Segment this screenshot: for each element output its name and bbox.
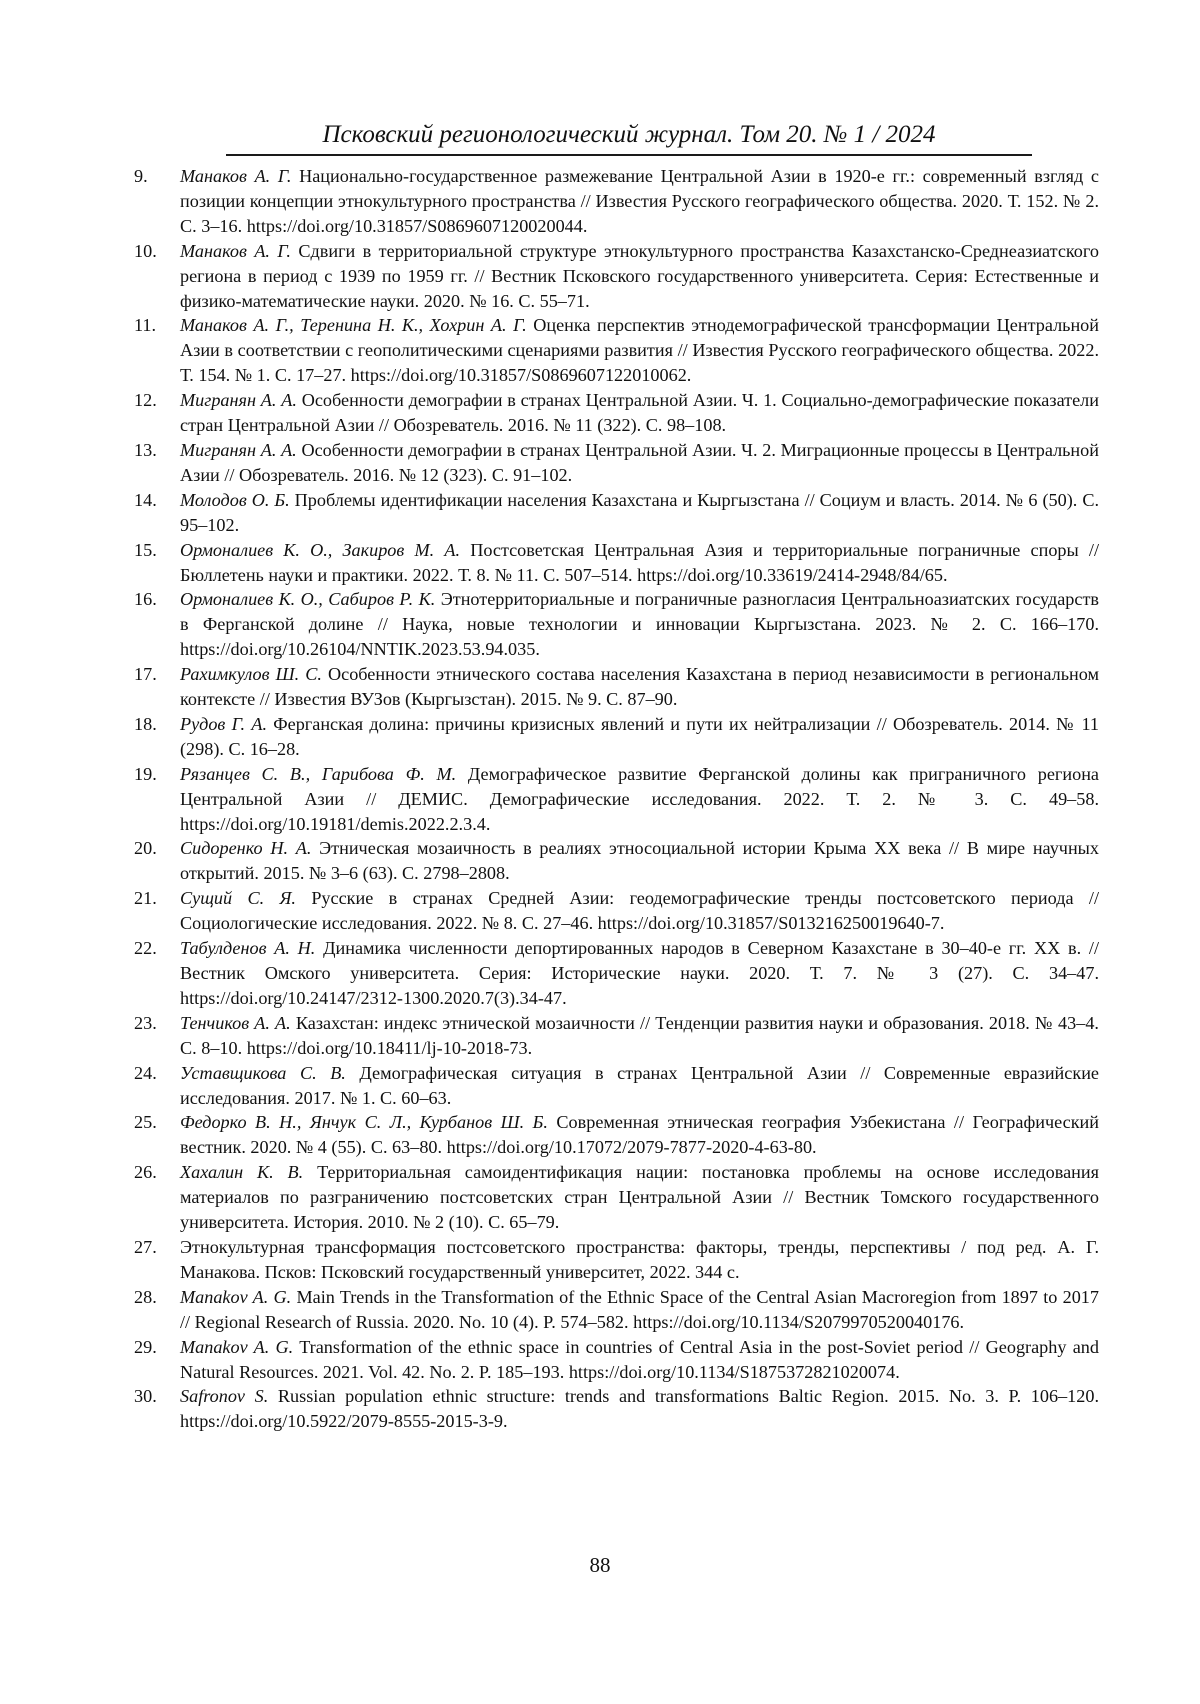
reference-text: Проблемы идентификации населения Казахстана и Кыргызстана // Социум и власть. 2014. № 6 (50). С. 95–102.	[180, 490, 1099, 535]
reference-authors: Тенчиков А. А.	[180, 1013, 291, 1033]
reference-item	[134, 836, 1099, 886]
reference-number: 15.	[134, 538, 157, 563]
reference-number: 14.	[134, 488, 157, 513]
reference-text: Особенности демографии в странах Центральной Азии. Ч. 2. Миграционные процессы в Центральной Азии // Обозреватель. 2016. № 12 (323). С. 91–102.	[180, 440, 1099, 485]
reference-item	[134, 313, 1099, 388]
reference-number: 10.	[134, 239, 157, 264]
reference-item	[134, 239, 1099, 314]
reference-text: Современная этническая география Узбекистана // Географический вестник. 2020. № 4 (55). С. 63–80. https://doi.org/10.17072/2079-7877-2020-4-63-80.	[180, 1112, 1099, 1157]
reference-item	[134, 1285, 1099, 1335]
running-header: Псковский регионологический журнал. Том 20. № 1 / 2024	[226, 119, 1032, 151]
reference-text: Русские в странах Средней Азии: геодемографические тренды постсоветского периода // Социологические исследования. 2022. № 8. С. 27–46. https://doi.org/10.31857/S013216250019640-7.	[180, 888, 1099, 933]
reference-item	[134, 712, 1099, 762]
reference-number: 25.	[134, 1110, 157, 1135]
reference-text: Демографическое развитие Ферганской долины как приграничного региона Центральной Азии // ДЕМИС. Демографические исследования. 2022. Т. 2. № 3. С. 49–58. https://doi.org/10.19181/demis.2022.2.3.4.	[180, 764, 1099, 834]
reference-authors: Ормоналиев К. О., Сабиров Р. К.	[180, 589, 435, 609]
reference-item	[134, 1335, 1099, 1385]
reference-number: 16.	[134, 587, 157, 612]
reference-authors: Манаков А. Г., Теренина Н. К., Хохрин А. Г.	[180, 315, 527, 335]
reference-text: Оценка перспектив этнодемографической трансформации Центральной Азии в соответствии с геополитическими сценариями развития // Известия Русского географического общества. 2022. Т. 154. № 1. С. 17–27. https://doi.org/10.31857/S0869607122010062.	[180, 315, 1099, 385]
reference-text: Особенности этнического состава населения Казахстана в период независимости в региональном контексте // Известия ВУЗов (Кыргызстан). 2015. № 9. С. 87–90.	[180, 664, 1099, 709]
reference-item	[134, 1235, 1099, 1285]
header-rule	[226, 154, 1032, 156]
reference-number: 27.	[134, 1235, 157, 1260]
reference-text: Национально-государственное размежевание Центральной Азии в 1920-е гг.: современный взгляд с позиции концепции этнокультурного пространства // Известия Русского географического общества. 2020. Т. 152. № 2. С. 3–16. https://doi.org/10.31857/S0869607120020044.	[180, 166, 1099, 236]
reference-authors: Сидоренко Н. А.	[180, 838, 311, 858]
reference-number: 22.	[134, 936, 157, 961]
document-page	[0, 0, 1200, 1704]
reference-item	[134, 1061, 1099, 1111]
reference-item	[134, 662, 1099, 712]
reference-text: Постсоветская Центральная Азия и территориальные пограничные споры // Бюллетень науки и практики. 2022. Т. 8. № 11. С. 507–514. https://doi.org/10.33619/2414-2948/84/65.	[180, 540, 1099, 585]
reference-text: Особенности демографии в странах Центральной Азии. Ч. 1. Социально-демографические показатели стран Центральной Азии // Обозреватель. 2016. № 11 (322). С. 98–108.	[180, 390, 1099, 435]
reference-item	[134, 538, 1099, 588]
reference-item	[134, 762, 1099, 837]
reference-text: Transformation of the ethnic space in countries of Central Asia in the post-Soviet period // Geography and Natural Resources. 2021. Vol. 42. No. 2. P. 185–193. https://doi.org/10.1134/S1875372821020074.	[180, 1337, 1099, 1382]
reference-number: 19.	[134, 762, 157, 787]
reference-authors: Мигранян А. А.	[180, 440, 297, 460]
reference-authors: Табулденов А. Н.	[180, 938, 315, 958]
reference-text: Территориальная самоидентификация нации: постановка проблемы на основе исследования материалов по разграничению постсоветских стран Центральной Азии // Вестник Томского государственного университета. История. 2010. № 2 (10). С. 65–79.	[180, 1162, 1099, 1232]
reference-authors: Manakov A. G.	[180, 1287, 291, 1307]
reference-number: 17.	[134, 662, 157, 687]
reference-text: Динамика численности депортированных народов в Северном Казахстане в 30–40-е гг. XX в. // Вестник Омского университета. Серия: Исторические науки. 2020. Т. 7. № 3 (27). С. 34–47. https://doi.org/10.24147/2312-1300.2020.7(3).34-47.	[180, 938, 1099, 1008]
reference-text: Демографическая ситуация в странах Центральной Азии // Современные евразийские исследования. 2017. № 1. С. 60–63.	[180, 1063, 1099, 1108]
reference-text: Казахстан: индекс этнической мозаичности // Тенденции развития науки и образования. 2018. № 43–4. С. 8–10. https://doi.org/10.18411/lj-10-2018-73.	[180, 1013, 1099, 1058]
reference-item	[134, 488, 1099, 538]
reference-authors: Рязанцев С. В., Гарибова Ф. М.	[180, 764, 456, 784]
reference-number: 26.	[134, 1160, 157, 1185]
reference-authors: Хахалин К. В.	[180, 1162, 303, 1182]
reference-authors: Manakov A. G.	[180, 1337, 293, 1357]
reference-item	[134, 587, 1099, 662]
reference-authors: Сущий С. Я.	[180, 888, 296, 908]
reference-authors: Safronov S.	[180, 1386, 268, 1406]
reference-authors: Федорко В. Н., Янчук С. Л., Курбанов Ш. Б.	[180, 1112, 548, 1132]
reference-number: 29.	[134, 1335, 157, 1360]
reference-text: Этнокультурная трансформация постсоветского пространства: факторы, тренды, перспективы / под ред. А. Г. Манакова. Псков: Псковский государственный университет, 2022. 344 с.	[180, 1237, 1099, 1282]
reference-item	[134, 886, 1099, 936]
reference-text: Этническая мозаичность в реалиях этносоциальной истории Крыма XX века // В мире научных открытий. 2015. № 3–6 (63). С. 2798–2808.	[180, 838, 1099, 883]
reference-number: 30.	[134, 1384, 157, 1409]
reference-item	[134, 1011, 1099, 1061]
reference-item	[134, 388, 1099, 438]
reference-text: Russian population ethnic structure: trends and transformations Baltic Region. 2015. No. 3. P. 106–120. https://doi.org/10.5922/2079-8555-2015-3-9.	[180, 1386, 1099, 1431]
reference-text: Сдвиги в территориальной структуре этнокультурного пространства Казахстанско-Среднеазиатского региона в период с 1939 по 1959 гг. // Вестник Псковского государственного университета. Серия: Естественные и физико-математические науки. 2020. № 16. С. 55–71.	[180, 241, 1099, 311]
reference-number: 9.	[134, 164, 148, 189]
reference-text: Ферганская долина: причины кризисных явлений и пути их нейтрализации // Обозреватель. 2014. № 11 (298). С. 16–28.	[180, 714, 1099, 759]
reference-item	[134, 1110, 1099, 1160]
reference-authors: Рудов Г. А.	[180, 714, 267, 734]
reference-item	[134, 1384, 1099, 1434]
reference-authors: Мигранян А. А.	[180, 390, 297, 410]
reference-number: 18.	[134, 712, 157, 737]
reference-number: 11.	[134, 313, 156, 338]
reference-item	[134, 936, 1099, 1011]
page-number: 88	[0, 1552, 1200, 1578]
reference-authors: Манаков А. Г.	[180, 166, 291, 186]
reference-number: 12.	[134, 388, 157, 413]
reference-number: 20.	[134, 836, 157, 861]
reference-number: 24.	[134, 1061, 157, 1086]
reference-list	[134, 164, 1099, 1434]
reference-authors: Манаков А. Г.	[180, 241, 291, 261]
reference-item	[134, 438, 1099, 488]
reference-authors: Рахимкулов Ш. С.	[180, 664, 322, 684]
reference-text: Этнотерриториальные и пограничные разногласия Центральноазиатских государств в Ферганской долине // Наука, новые технологии и инновации Кыргызстана. 2023. № 2. С. 166–170. https://doi.org/10.26104/NNTIK.2023.53.94.035.	[180, 589, 1099, 659]
reference-item	[134, 1160, 1099, 1235]
reference-text: Main Trends in the Transformation of the Ethnic Space of the Central Asian Macroregion from 1897 to 2017 // Regional Research of Russia. 2020. No. 10 (4). P. 574–582. https://doi.org/10.1134/S2079970520040176.	[180, 1287, 1099, 1332]
reference-number: 13.	[134, 438, 157, 463]
reference-number: 23.	[134, 1011, 157, 1036]
reference-authors: Ормоналиев К. О., Закиров М. А.	[180, 540, 460, 560]
reference-number: 28.	[134, 1285, 157, 1310]
reference-item	[134, 164, 1099, 239]
reference-authors: Уставщикова С. В.	[180, 1063, 346, 1083]
reference-number: 21.	[134, 886, 157, 911]
reference-authors: Молодов О. Б.	[180, 490, 290, 510]
